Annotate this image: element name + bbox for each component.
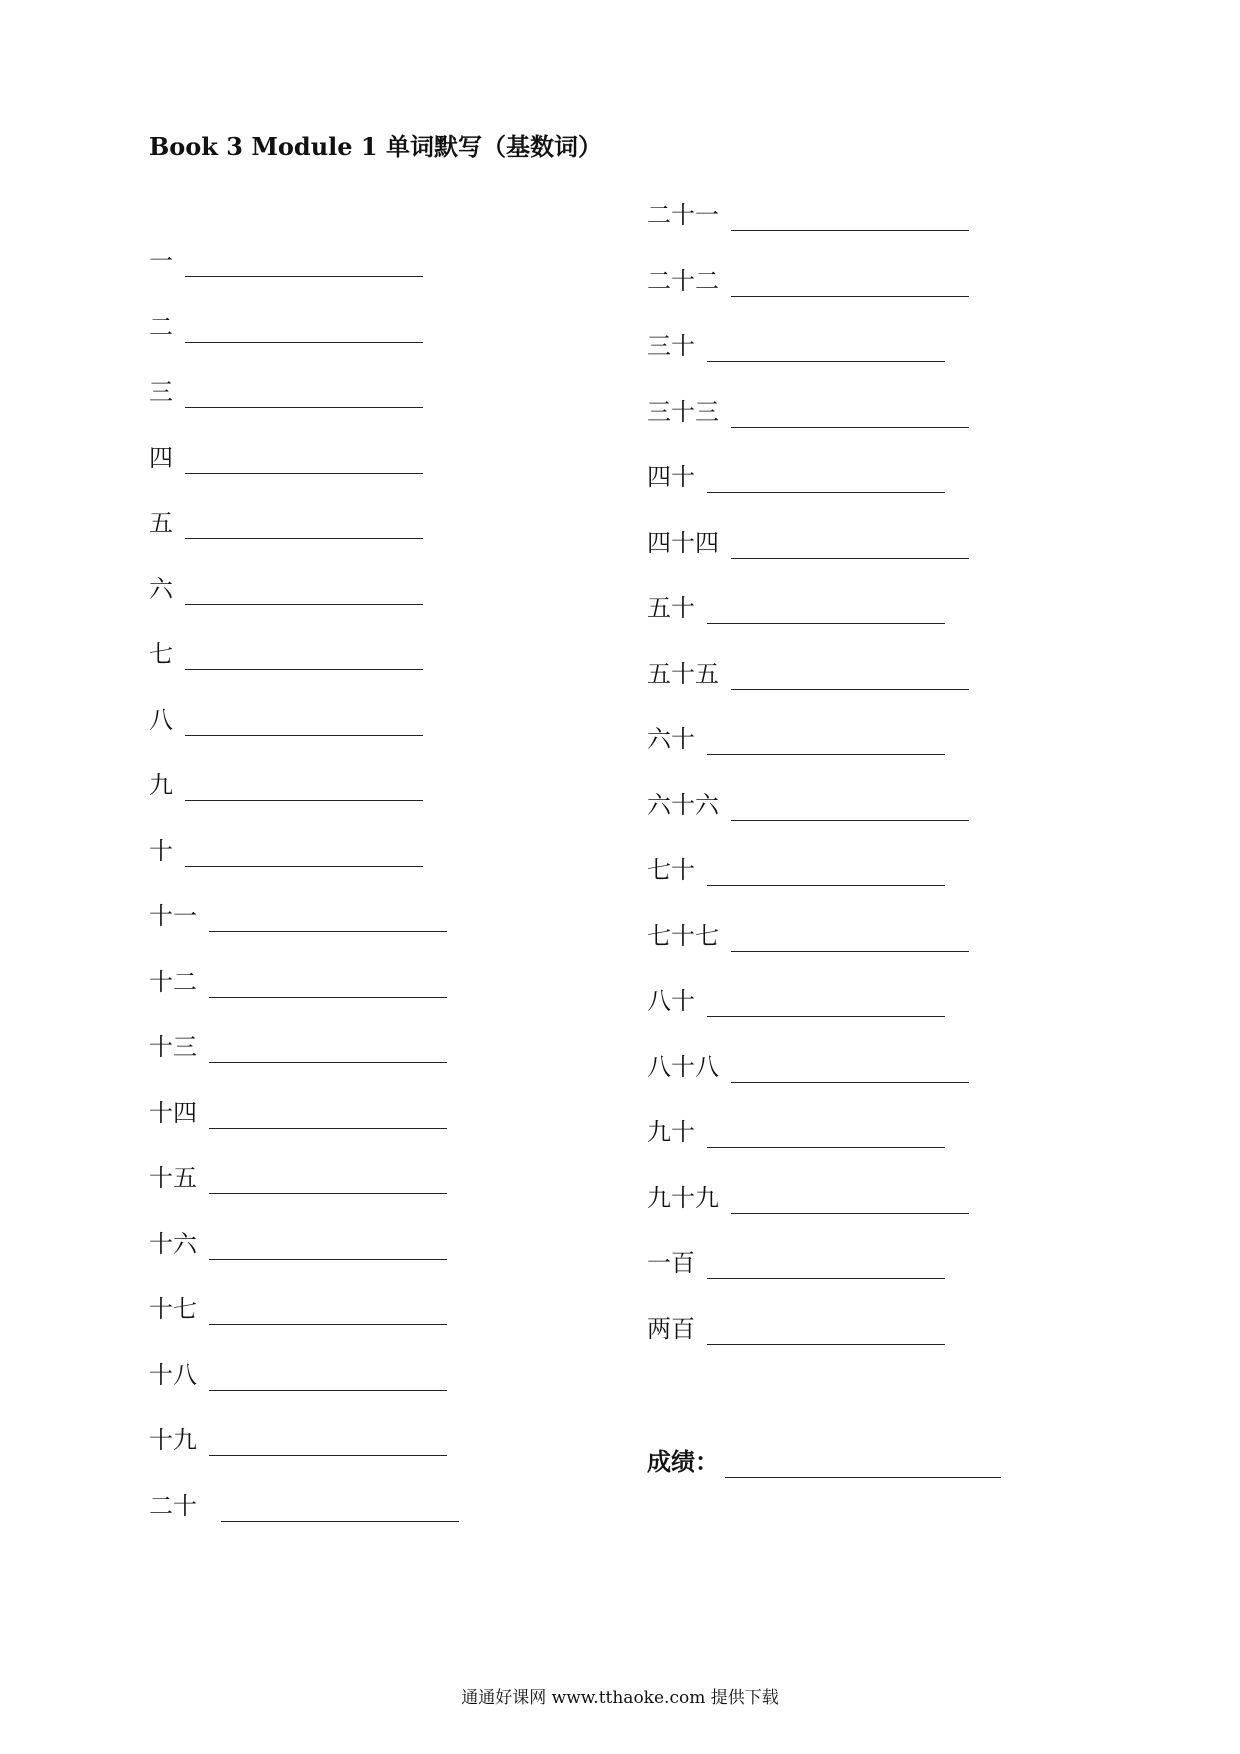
list-item xyxy=(149,1292,459,1358)
answer-blank[interactable] xyxy=(731,665,969,690)
item-label: 三十三 xyxy=(647,397,719,426)
answer-blank[interactable] xyxy=(209,1235,447,1260)
item-label: 八 xyxy=(149,705,173,734)
item-label: 两百 xyxy=(647,1314,695,1343)
answer-blank[interactable] xyxy=(209,1431,447,1456)
answer-blank[interactable] xyxy=(185,580,423,605)
item-label: 四十 xyxy=(647,463,695,491)
answer-blank[interactable] xyxy=(209,1038,447,1063)
item-label: 二 xyxy=(149,312,173,341)
answer-blank[interactable] xyxy=(707,599,945,624)
list-item xyxy=(647,1246,969,1312)
item-label: 十四 xyxy=(149,1098,197,1127)
answer-blank[interactable] xyxy=(209,1300,447,1325)
right-column xyxy=(647,198,969,1377)
answer-blank[interactable] xyxy=(185,383,423,408)
item-label: 十七 xyxy=(149,1295,197,1323)
item-label: 十三 xyxy=(149,1033,197,1061)
list-item xyxy=(647,526,969,592)
item-label: 九十九 xyxy=(647,1183,719,1212)
item-label: 九 xyxy=(149,771,173,799)
answer-blank[interactable] xyxy=(707,992,945,1017)
item-label: 一 xyxy=(149,247,173,275)
answer-blank[interactable] xyxy=(185,449,423,474)
list-item xyxy=(149,1227,459,1293)
answer-blank[interactable] xyxy=(707,730,945,755)
answer-blank[interactable] xyxy=(185,842,423,867)
answer-blank[interactable] xyxy=(707,1254,945,1279)
answer-blank[interactable] xyxy=(731,534,969,559)
list-item xyxy=(149,637,459,703)
left-column xyxy=(149,244,459,1554)
list-item xyxy=(149,1161,459,1227)
answer-blank[interactable] xyxy=(707,861,945,886)
answer-blank[interactable] xyxy=(731,403,969,428)
answer-blank[interactable] xyxy=(221,1497,459,1522)
list-item xyxy=(149,965,459,1031)
list-item xyxy=(647,460,969,526)
list-item xyxy=(149,572,459,638)
item-label: 八十八 xyxy=(647,1052,719,1081)
answer-blank[interactable] xyxy=(185,645,423,670)
answer-blank[interactable] xyxy=(209,907,447,932)
item-label: 四十四 xyxy=(647,528,719,557)
list-item xyxy=(647,1050,969,1116)
list-item xyxy=(647,657,969,723)
score-blank[interactable] xyxy=(725,1453,1001,1478)
item-label: 八十 xyxy=(647,987,695,1015)
answer-blank[interactable] xyxy=(185,711,423,736)
answer-blank[interactable] xyxy=(185,252,423,277)
answer-blank[interactable] xyxy=(209,1169,447,1194)
list-item xyxy=(149,834,459,900)
list-item xyxy=(647,329,969,395)
answer-blank[interactable] xyxy=(731,1058,969,1083)
answer-blank[interactable] xyxy=(731,272,969,297)
item-label: 九十 xyxy=(647,1118,695,1146)
answer-blank[interactable] xyxy=(731,927,969,952)
page-title: Book 3 Module 1 单词默写（基数词） xyxy=(149,132,602,161)
item-label: 三 xyxy=(149,378,173,406)
answer-blank[interactable] xyxy=(209,973,447,998)
list-item xyxy=(149,310,459,376)
answer-blank[interactable] xyxy=(209,1104,447,1129)
item-label: 十八 xyxy=(149,1360,197,1389)
item-label: 五十 xyxy=(647,594,695,622)
answer-blank[interactable] xyxy=(707,468,945,493)
answer-blank[interactable] xyxy=(185,514,423,539)
item-label: 二十 xyxy=(149,1491,197,1520)
item-label: 十九 xyxy=(149,1426,197,1454)
item-label: 一百 xyxy=(647,1249,695,1277)
item-label: 七十 xyxy=(647,856,695,884)
answer-blank[interactable] xyxy=(707,1123,945,1148)
answer-blank[interactable] xyxy=(731,796,969,821)
list-item xyxy=(647,984,969,1050)
footer-credit: 通通好课网 www.tthaoke.com 提供下载 xyxy=(461,1688,779,1708)
list-item xyxy=(149,1489,459,1555)
item-label: 七 xyxy=(149,640,173,668)
answer-blank[interactable] xyxy=(731,1189,969,1214)
answer-blank[interactable] xyxy=(185,318,423,343)
item-label: 十五 xyxy=(149,1164,197,1192)
list-item xyxy=(149,768,459,834)
item-label: 三十 xyxy=(647,332,695,360)
item-label: 十一 xyxy=(149,902,197,930)
item-label: 五 xyxy=(149,509,173,537)
list-item xyxy=(647,591,969,657)
list-item xyxy=(647,788,969,854)
list-item xyxy=(149,1096,459,1162)
list-item xyxy=(149,703,459,769)
answer-blank[interactable] xyxy=(209,1366,447,1391)
list-item xyxy=(149,375,459,441)
list-item xyxy=(647,1115,969,1181)
list-item xyxy=(647,722,969,788)
list-item xyxy=(149,506,459,572)
item-label: 四 xyxy=(149,443,173,472)
list-item xyxy=(647,395,969,461)
list-item xyxy=(647,264,969,330)
list-item xyxy=(149,441,459,507)
answer-blank[interactable] xyxy=(707,337,945,362)
item-label: 二十一 xyxy=(647,201,719,229)
list-item xyxy=(149,899,459,965)
answer-blank[interactable] xyxy=(185,776,423,801)
item-label: 六十六 xyxy=(647,790,719,819)
list-item xyxy=(149,244,459,310)
answer-blank[interactable] xyxy=(707,1320,945,1345)
item-label: 十二 xyxy=(149,967,197,996)
list-item xyxy=(149,1358,459,1424)
score-row xyxy=(647,1445,1001,1479)
item-label: 六 xyxy=(149,574,173,603)
item-label: 七十七 xyxy=(647,921,719,950)
list-item xyxy=(149,1423,459,1489)
item-label: 十六 xyxy=(149,1229,197,1258)
list-item xyxy=(647,853,969,919)
item-label: 六十 xyxy=(647,725,695,753)
list-item xyxy=(149,1030,459,1096)
list-item xyxy=(647,198,969,264)
item-label: 十 xyxy=(149,836,173,865)
list-item xyxy=(647,1181,969,1247)
score-label: 成绩： xyxy=(647,1447,719,1476)
item-label: 五十五 xyxy=(647,659,719,688)
list-item xyxy=(647,919,969,985)
list-item xyxy=(647,1312,969,1378)
item-label: 二十二 xyxy=(647,266,719,295)
answer-blank[interactable] xyxy=(731,206,969,231)
